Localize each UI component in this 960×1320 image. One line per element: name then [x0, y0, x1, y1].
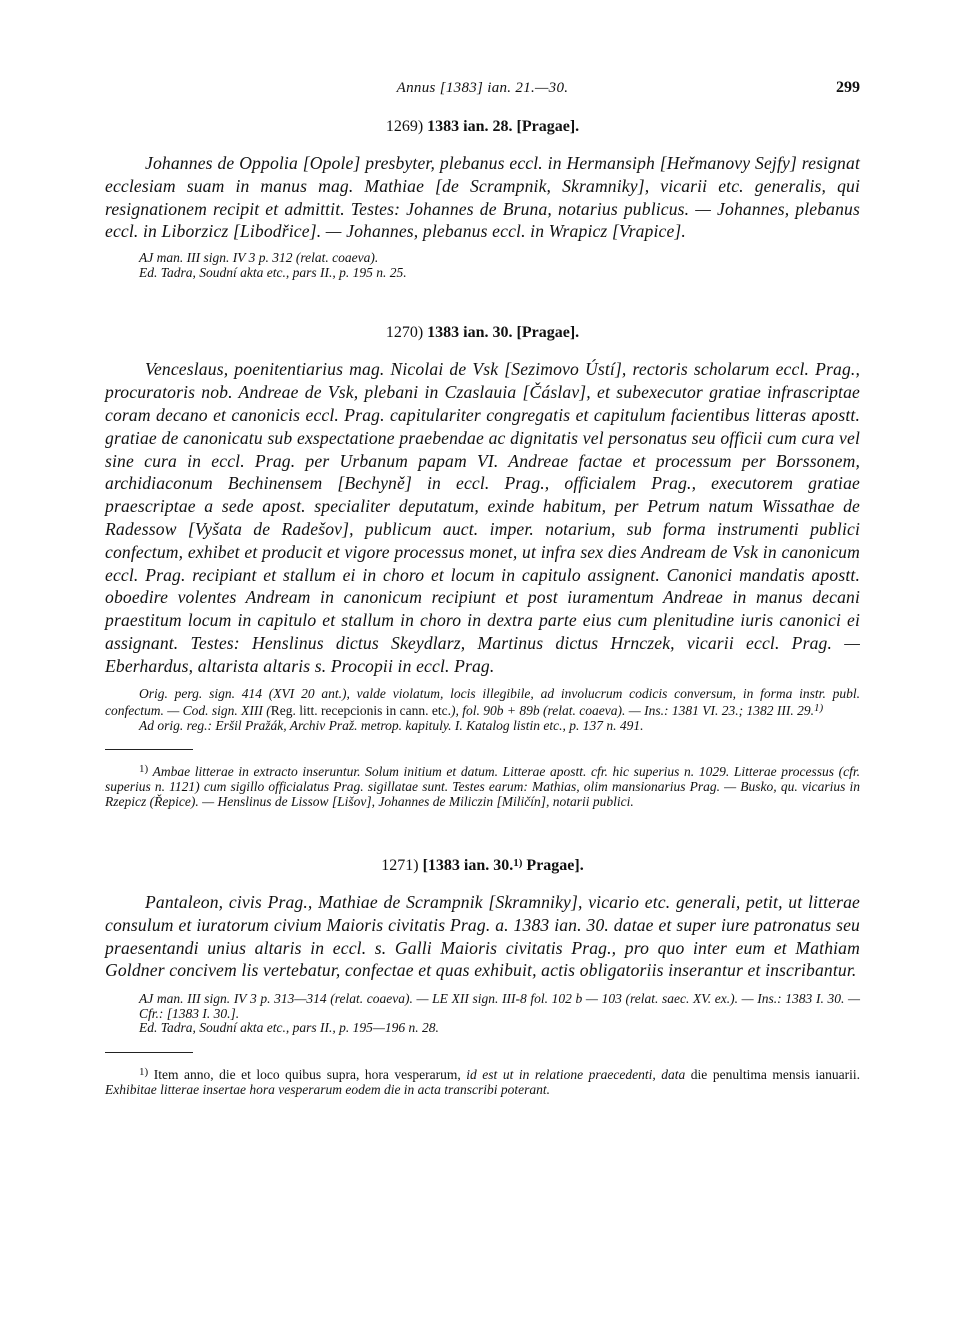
entry-notes-1269: [105, 251, 860, 280]
source-note: AJ man. III sign. IV 3 p. 312 (relat. coaeva).: [139, 250, 379, 266]
entry-text-1269: Johannes de Oppolia [Opole] presbyter, plebanus eccl. in Hermansiph [Heřmanovy Sejfy] resignat ecclesiam suam in manus mag. Mathiae [de Scrampnik, Skramniky], vicarii etc. generalis, qui resignationem recipit et admittit. Testes: Johannes de Bruna, notarius publicus. — Johannes, plebanus eccl. in Liborzicz [Libodřice]. — Johannes, plebanus eccl. in Wrapicz [Vrapice].: [105, 153, 860, 242]
entry-date: 1383 ian. 28. [Pragae].: [427, 118, 580, 135]
entry-heading-1270: [105, 324, 860, 342]
entry-notes-1271: [105, 992, 860, 1036]
entry-text-1271: Pantaleon, civis Prag., Mathiae de Scrampnik [Skramniky], vicario etc. generali, petit, ut litterae consulum et iuratorum civium Maioris civitatis Prag. a. 1383 ian. 30. datae et super iure patronatus seu praesentandi unius altaris in eccl. s. Galli Maioris civitatis Prag., pro quo inter eum et Mathiam Goldner concivem lis vertebatur, confectae et quas exhibuit, actis obligatoriis inserantur et inscribantur.: [105, 892, 860, 981]
footnote-rule: [105, 1052, 193, 1053]
entry-date-part: Pragae].: [522, 857, 584, 875]
entry-heading-1271: [105, 857, 860, 875]
footnote-rule: [105, 749, 193, 750]
source-note-part: Orig. perg. sign. 414 (XVI 20 ant.), valde violatum, locis illegibile, ad involucrum codicis conversum, in forma instr. publ. confectum. — Cod. sign. XIII (: [105, 685, 860, 719]
footnote-mark: 1): [139, 1066, 149, 1079]
footnote-1270: [105, 762, 860, 809]
source-note-part: ), fol. 90b + 89b (relat. coaeva). — Ins.: 1381 VI. 23.; 1382 III. 29.: [451, 703, 814, 719]
source-note: AJ man. III sign. IV 3 p. 313—314 (relat. coaeva). — LE XII sign. III-8 fol. 102 b — 103 (relat. saec. XV. ex.). — Ins.: 1383 I. 30. — Cfr.: [1383 I. 30.].: [139, 991, 860, 1021]
footnote-text-part: Exhibitae litterae insertae hora vesperarum eodem die in acta transcribi poterant.: [105, 1081, 551, 1097]
entry-text-1270: Venceslaus, poenitentiarius mag. Nicolai de Vsk [Sezimovo Ústí], rectoris scholarum eccl. Prag., procuratoris nob. Andreae de Vsk, plebani in Czaslauia [Čáslav], et subexecutor gratiae infrascriptae coram decano et canonicis eccl. Prag. capitulariter congregatis et capitulum facientibus litteras apostt. gratiae de canonicatu sub exspectatione praebendae ac dignitatis vel personatus seu officii cum cura vel sine cura in eccl. Prag. per Urbanum papam VI. Andreae factae et processum per Borssonem, archidiaconum Bechinensem [Bechyně] in eccl. Prag., officialem Prag., executorem gratiae praescriptae a sede apost. specialiter deputatum, exinde habitum, per Petrum natum Wissathae de Radessow [Vyšata de Radešov], publicum auct. imper. notarium, sub forma instrumenti publici confectum, exhibet et producit et vigore processus monet, ut infra sex dies Andream de Vsk in canonicum eccl. Prag. recipiant et stallum ei in choro et locum in capitulo assignent. Canonici mandatis apostt. oboedire volentes Andream in canonicum recipiunt et post iuramentum Andreae in manus decani praestitum locum in capitulo et stallum in choro in dextra parte eius cum plenitudine iuris canonici ei assignant. Testes: Henslinus dictus Skeydlarz, Martinus dictus Hrnczek, vicarii eccl. Prag. — Eberhardus, altarista altaris s. Procopii in eccl. Prag.: [105, 359, 860, 676]
footnote-ref: 1): [513, 857, 523, 870]
source-note: [105, 687, 860, 719]
entry-date-part: [1383 ian. 30.: [422, 857, 514, 875]
footnote-mark: 1): [139, 763, 149, 776]
entry-number: 1269): [385, 118, 424, 135]
entry-notes-1270: [105, 687, 860, 734]
entry-date: 1383 ian. 30. [Pragae].: [427, 324, 580, 342]
edition-note: Ad orig. reg.: Eršil Pražák, Archiv Praž. metrop. kapituly. I. Katalog listin etc., p. 137 n. 491.: [139, 717, 644, 733]
document-page: [105, 70, 860, 1097]
running-title: Annus [1383] ian. 21.—30.: [396, 80, 569, 96]
footnote-text-part: Item anno, die et loco quibus supra, hora vesperarum,: [148, 1067, 467, 1083]
entry-date: [423, 857, 584, 874]
footnote-text-part: die penultima mensis ianuarii.: [685, 1067, 860, 1083]
footnote-ref: 1): [813, 702, 824, 715]
edition-note: Ed. Tadra, Soudní akta etc., pars II., p. 195 n. 25.: [139, 264, 407, 280]
entry-number: 1270): [385, 324, 424, 342]
footnote-text: Ambae litterae in extracto inseruntur. Solum initium et datum. Litterae apostt. cfr. hic superius n. 1029. Litterae processus (cfr. superius n. 1121) cum sigillo officialatus Prag. sigillatae sunt. Testes earum: Mathias, olim mansionarius Prag. — Busko, qu. vicarius in Rzepicz (Řepice). — Henslinus de Lissow [Lišov], Johannes de Miliczin [Miličín], notarii publici.: [105, 764, 860, 809]
source-note-part: Reg. litt. recepcionis in cann. etc.: [270, 703, 452, 719]
page-number: 299: [836, 79, 860, 96]
running-head: [105, 70, 860, 106]
edition-note: Ed. Tadra, Soudní akta etc., pars II., p. 195—196 n. 28.: [139, 1020, 439, 1036]
footnote-text-part: id est ut in relatione praecedenti, data: [466, 1067, 686, 1083]
entry-number: 1271): [381, 857, 419, 875]
entry-heading-1269: [105, 118, 860, 136]
footnote-1271: [105, 1065, 860, 1097]
